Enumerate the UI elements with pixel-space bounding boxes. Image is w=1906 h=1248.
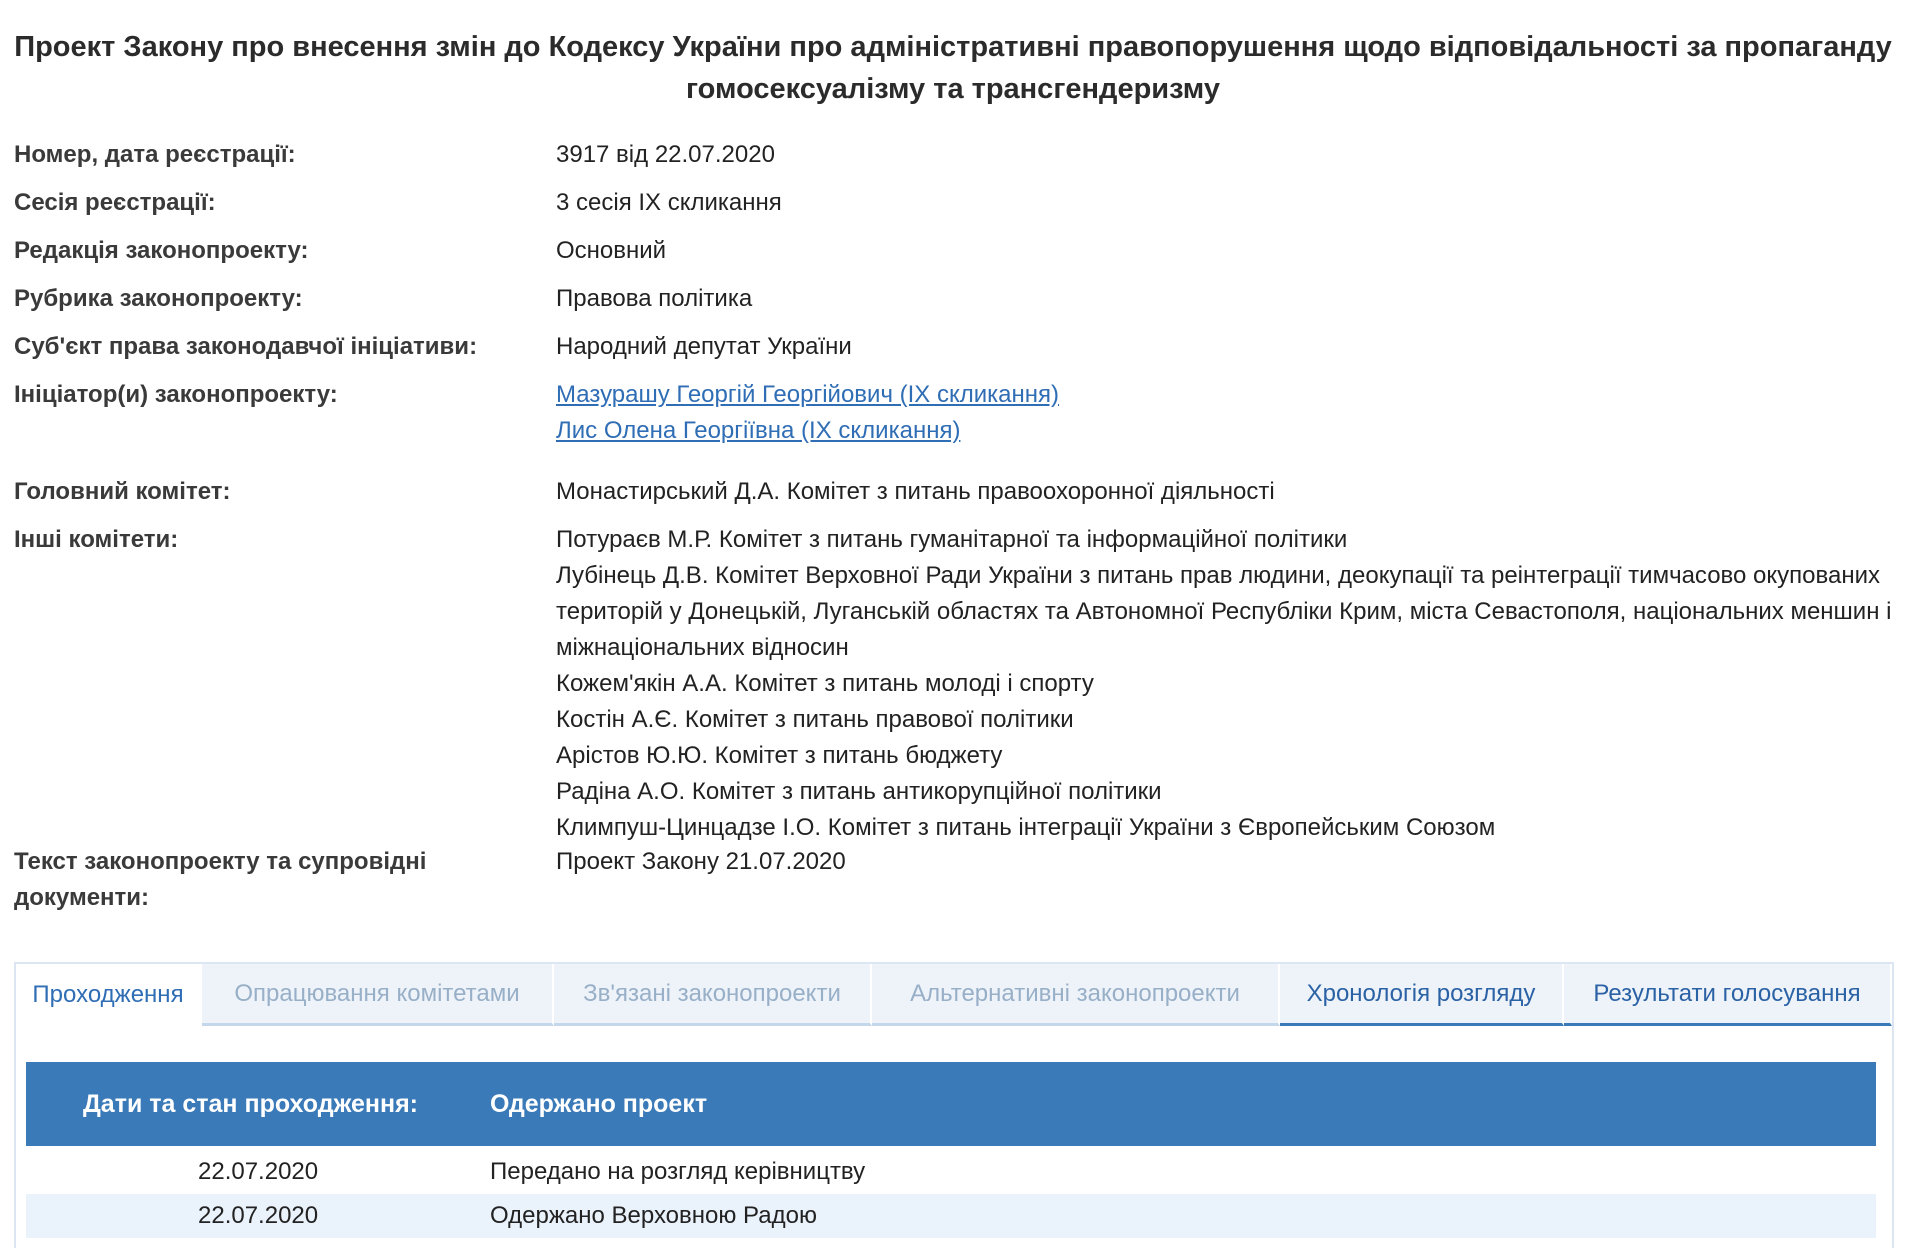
info-label-line: документи: [14, 884, 150, 911]
committee-line: Кожем'якін А.А. Комітет з питань молоді і спорту [556, 670, 1094, 697]
info-row-other-committees [14, 522, 1891, 846]
info-row-documents [14, 844, 846, 916]
committee-line: міжнаціональних відносин [556, 634, 849, 661]
initiator-link[interactable]: Лис Олена Георгіївна (IX скликання) [556, 417, 961, 444]
stages-header-value: Одержано проект [490, 1089, 708, 1118]
tab-bar [16, 964, 1892, 1026]
committee-line: Костін А.Є. Комітет з питань правової політики [556, 706, 1074, 733]
info-value: Правова політика [556, 285, 753, 312]
info-value: Монастирський Д.А. Комітет з питань правоохоронної діяльності [556, 478, 1275, 505]
committee-line: Радіна А.О. Комітет з питань антикорупційної політики [556, 778, 1162, 805]
committees-list [556, 522, 1891, 846]
tab-related-bills[interactable]: Зв'язані законопроекти [554, 964, 872, 1026]
tab-passage[interactable]: Проходження [16, 964, 202, 1026]
page-title: Проект Закону про внесення змін до Кодексу України про адміністративні правопорушення щодо відповідальності за пропаганду гомосексуалізму та трансгендеризму [14, 31, 1892, 105]
info-row-initiators [14, 377, 1059, 449]
tabs-panel [14, 962, 1894, 1248]
document-value: Проект Закону 21.07.2020 [556, 848, 846, 875]
info-row-rubric [14, 281, 752, 317]
info-row-number [14, 137, 775, 173]
stage-status: Передано на розгляд керівництву [490, 1158, 866, 1185]
initiator-link[interactable]: Мазурашу Георгій Георгійович (IX скликання) [556, 381, 1060, 408]
table-row [26, 1194, 1876, 1238]
info-label: Редакція законопроекту: [14, 237, 309, 264]
stage-date: 22.07.2020 [198, 1158, 319, 1185]
info-label-line: Текст законопроекту та супровідні [14, 848, 427, 875]
stages-header [26, 1062, 1876, 1146]
tab-voting-results[interactable]: Результати голосування [1564, 964, 1892, 1026]
info-label: Рубрика законопроекту: [14, 285, 303, 312]
stage-date: 22.07.2020 [198, 1202, 319, 1229]
committee-line: Лубінець Д.В. Комітет Верховної Ради України з питань прав людини, деокупації та реінтеграції тимчасово окупованих [556, 562, 1880, 589]
tab-committee-processing[interactable]: Опрацювання комітетами [202, 964, 554, 1026]
info-label: Сесія реєстрації: [14, 189, 216, 216]
info-value: 3 сесія IX скликання [556, 189, 782, 216]
stages-header-label: Дати та стан проходження: [83, 1089, 418, 1118]
info-label: Головний комітет: [14, 478, 231, 505]
committee-line: територій у Донецькій, Луганській областях та Автономної Республіки Крим, міста Севастополя, національних меншин і [556, 598, 1892, 625]
info-row-subject [14, 329, 852, 365]
tab-alternative-bills[interactable]: Альтернативні законопроекти [872, 964, 1280, 1026]
info-label: Інші комітети: [14, 526, 179, 553]
info-value: 3917 від 22.07.2020 [556, 141, 775, 168]
initiators-list [556, 377, 1059, 449]
info-row-main-committee [14, 474, 1275, 510]
table-row [26, 1150, 1876, 1194]
info-label: Суб'єкт права законодавчої ініціативи: [14, 333, 478, 360]
info-value: Народний депутат України [556, 333, 852, 360]
info-row-edition [14, 233, 666, 269]
committee-line: Климпуш-Цинцадзе І.О. Комітет з питань інтеграції України з Європейським Союзом [556, 814, 1496, 841]
info-label: Ініціатор(и) законопроекту: [14, 381, 338, 408]
info-row-session [14, 185, 782, 221]
stage-status: Одержано Верховною Радою [490, 1202, 817, 1229]
info-label: Номер, дата реєстрації: [14, 141, 296, 168]
tab-chronology[interactable]: Хронологія розгляду [1280, 964, 1564, 1026]
committee-line: Потураєв М.Р. Комітет з питань гуманітарної та інформаційної політики [556, 526, 1348, 553]
committee-line: Арістов Ю.Ю. Комітет з питань бюджету [556, 742, 1003, 769]
info-label [14, 844, 556, 916]
info-value: Основний [556, 237, 667, 264]
